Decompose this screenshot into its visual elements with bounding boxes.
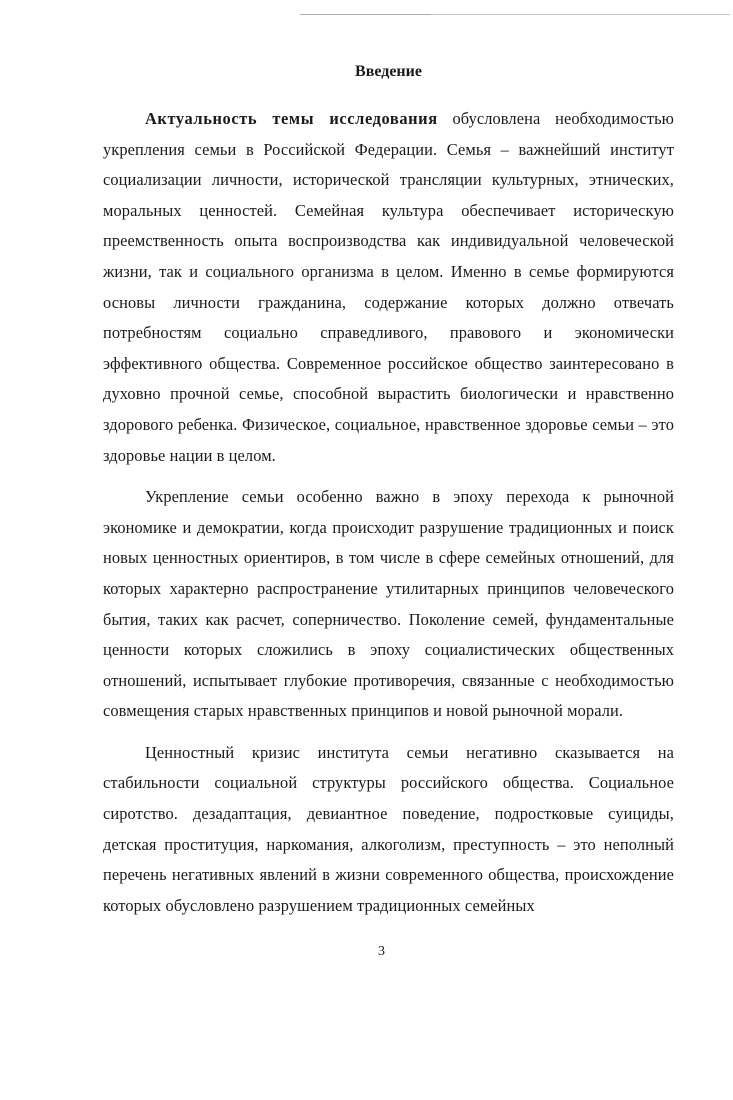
paragraph-family-strengthening: [103, 482, 674, 727]
paragraph-lead-bold: Актуальность темы исследования: [145, 109, 438, 128]
page-number: 3: [378, 944, 385, 959]
paragraph-text: Ценностный кризис института семьи негативно сказывается на стабильности социальной структуры российского общества. Социальное сиротство. дезадаптация, девиантное поведение, подростковые суициды, детская проституция, наркомания, алкоголизм, преступность – это неполный перечень негативных явлений в жизни современного общества, происхождение которых обусловлено разрушением традиционных семейных: [103, 742, 674, 915]
document-page: [103, 60, 674, 932]
scan-artifact-line: [300, 14, 430, 15]
paragraph-text: Укрепление семьи особенно важно в эпоху перехода к рыночной экономике и демократии, когда происходит разрушение традиционных и поиск новых ценностных ориентиров, в том числе в сфере семейных отношений, для которых характерно распространение утилитарных принципов человеческого бытия, таких как расчет, соперничество. Поколение семей, фундаментальные ценности которых сложились в эпоху социалистических общественных отношений, испытывает глубокие противоречия, связанные с необходимостью совмещения старых нравственных принципов и новой рыночной морали.: [103, 487, 674, 721]
paragraph-value-crisis: [103, 738, 674, 922]
scan-artifact-line: [430, 14, 730, 15]
paragraph-text: обусловлена необходимостью укрепления семьи в Российской Федерации. Семья – важнейший институт социализации личности, исторической трансляции культурных, этнических, моральных ценностей. Семейная культура обеспечивает историческую преемственность опыта воспроизводства как индивидуальной человеческой жизни, так и социального организма в целом. Именно в семье формируются основы личности гражданина, содержание которых должно отвечать потребностям социально справедливого, правового и экономически эффективного общества. Современное российское общество заинтересовано в духовно прочной семье, способной вырастить биологически и нравственно здорового ребенка. Физическое, социальное, нравственное здоровье семьи – это здоровье нации в целом.: [103, 109, 674, 465]
section-heading: Введение: [355, 63, 422, 80]
paragraph-relevance: [103, 104, 674, 471]
